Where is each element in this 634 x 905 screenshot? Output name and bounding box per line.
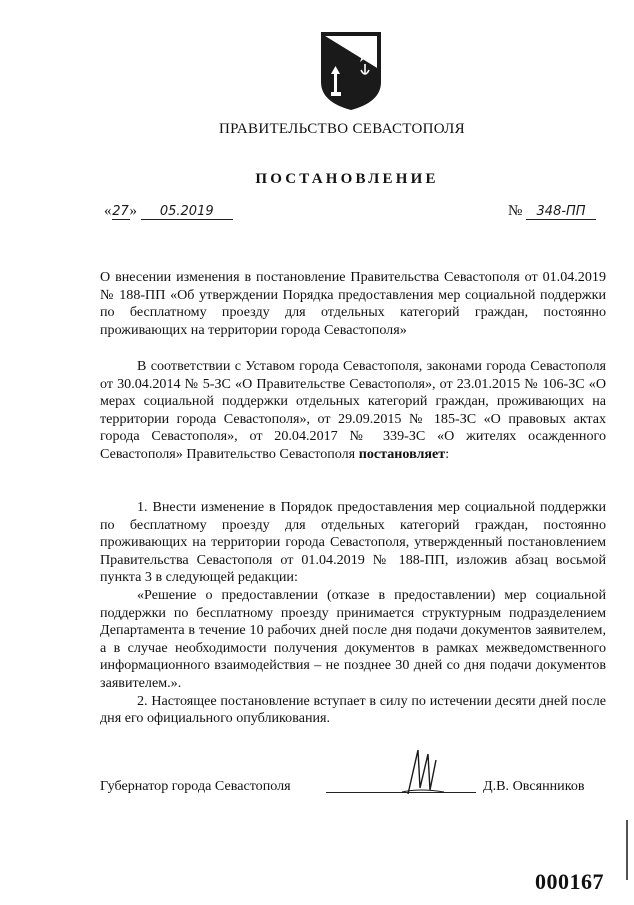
date-month-year: 05.2019 bbox=[141, 204, 233, 220]
date-day: 27 bbox=[112, 204, 129, 219]
subject-text: О внесении изменения в постановление Правительства Севастополя от 01.04.2019 № 188-ПП «Об утверждении Порядка предоставления мер социальной поддержки по бесплатному проезду для отдельных категорий граждан, постоянно проживающих на территории города Севастополя» bbox=[100, 269, 606, 338]
amendment-quote: «Решение о предоставлении (отказе в предоставлении) мер социальной поддержки по бесплатному проезду принимается структурным подразделением Департамента в течение 10 рабочих дней после дня подачи документов заявителем, а в случае необходимости получения документов в рамках межведомственного информационного взаимодействия – не позднее 30 дней со дня подачи документов заявителем.». bbox=[100, 586, 606, 691]
preamble bbox=[100, 358, 606, 464]
decree-body bbox=[100, 499, 606, 728]
date-open-quote: « bbox=[104, 203, 112, 219]
preamble-paragraph bbox=[100, 358, 606, 464]
government-title: ПРАВИТЕЛЬСТВО СЕВАСТОПОЛЯ bbox=[219, 121, 465, 137]
number-value: 348-ПП bbox=[526, 204, 596, 220]
item-2: 2. Настоящее постановление вступает в силу по истечении десяти дней после дня его официального опубликования. bbox=[100, 692, 606, 727]
signatory-title: Губернатор города Севастополя bbox=[100, 778, 291, 794]
preamble-text: В соответствии с Уставом города Севастополя, законами города Севастополя от 30.04.2014 № 5-ЗС «О Правительстве Севастополя», от 23.01.2015 № 106-ЗС «О мерах социальной поддержки отдельных категорий граждан, проживающих на территории города Севастополя», от 29.09.2015 № 185-ЗС «О правовых актах города Севастополя», от 20.04.2017 № 339-ЗС «О жителях осажденного Севастополя» Правительство Севастополя bbox=[100, 358, 606, 462]
handwritten-signature-icon bbox=[400, 744, 450, 800]
signature-block bbox=[100, 778, 606, 800]
date-close-quote: » bbox=[129, 203, 137, 219]
preamble-colon: : bbox=[445, 445, 450, 462]
serial-number: 000167 bbox=[535, 869, 604, 894]
signatory-name: Д.В. Овсянников bbox=[483, 778, 585, 794]
document-type: ПОСТАНОВЛЕНИЕ bbox=[255, 171, 439, 187]
item-1: 1. Внести изменение в Порядок предоставления мер социальной поддержки по бесплатному проезду для отдельных категорий граждан, постоянно проживающих на территории города Севастополя, утвержденный постановлением Правительства Севастополя от 01.04.2019 № 188-ПП, изложив абзац восьмой пункта 3 в следующей редакции: bbox=[100, 499, 606, 586]
number-prefix: № bbox=[508, 203, 523, 219]
preamble-keyword: постановляет bbox=[358, 445, 446, 462]
coat-of-arms-icon bbox=[319, 30, 383, 112]
scan-edge-mark bbox=[626, 820, 628, 880]
decree-number bbox=[508, 203, 596, 220]
decree-subject bbox=[100, 269, 606, 339]
decree-date bbox=[104, 203, 233, 220]
